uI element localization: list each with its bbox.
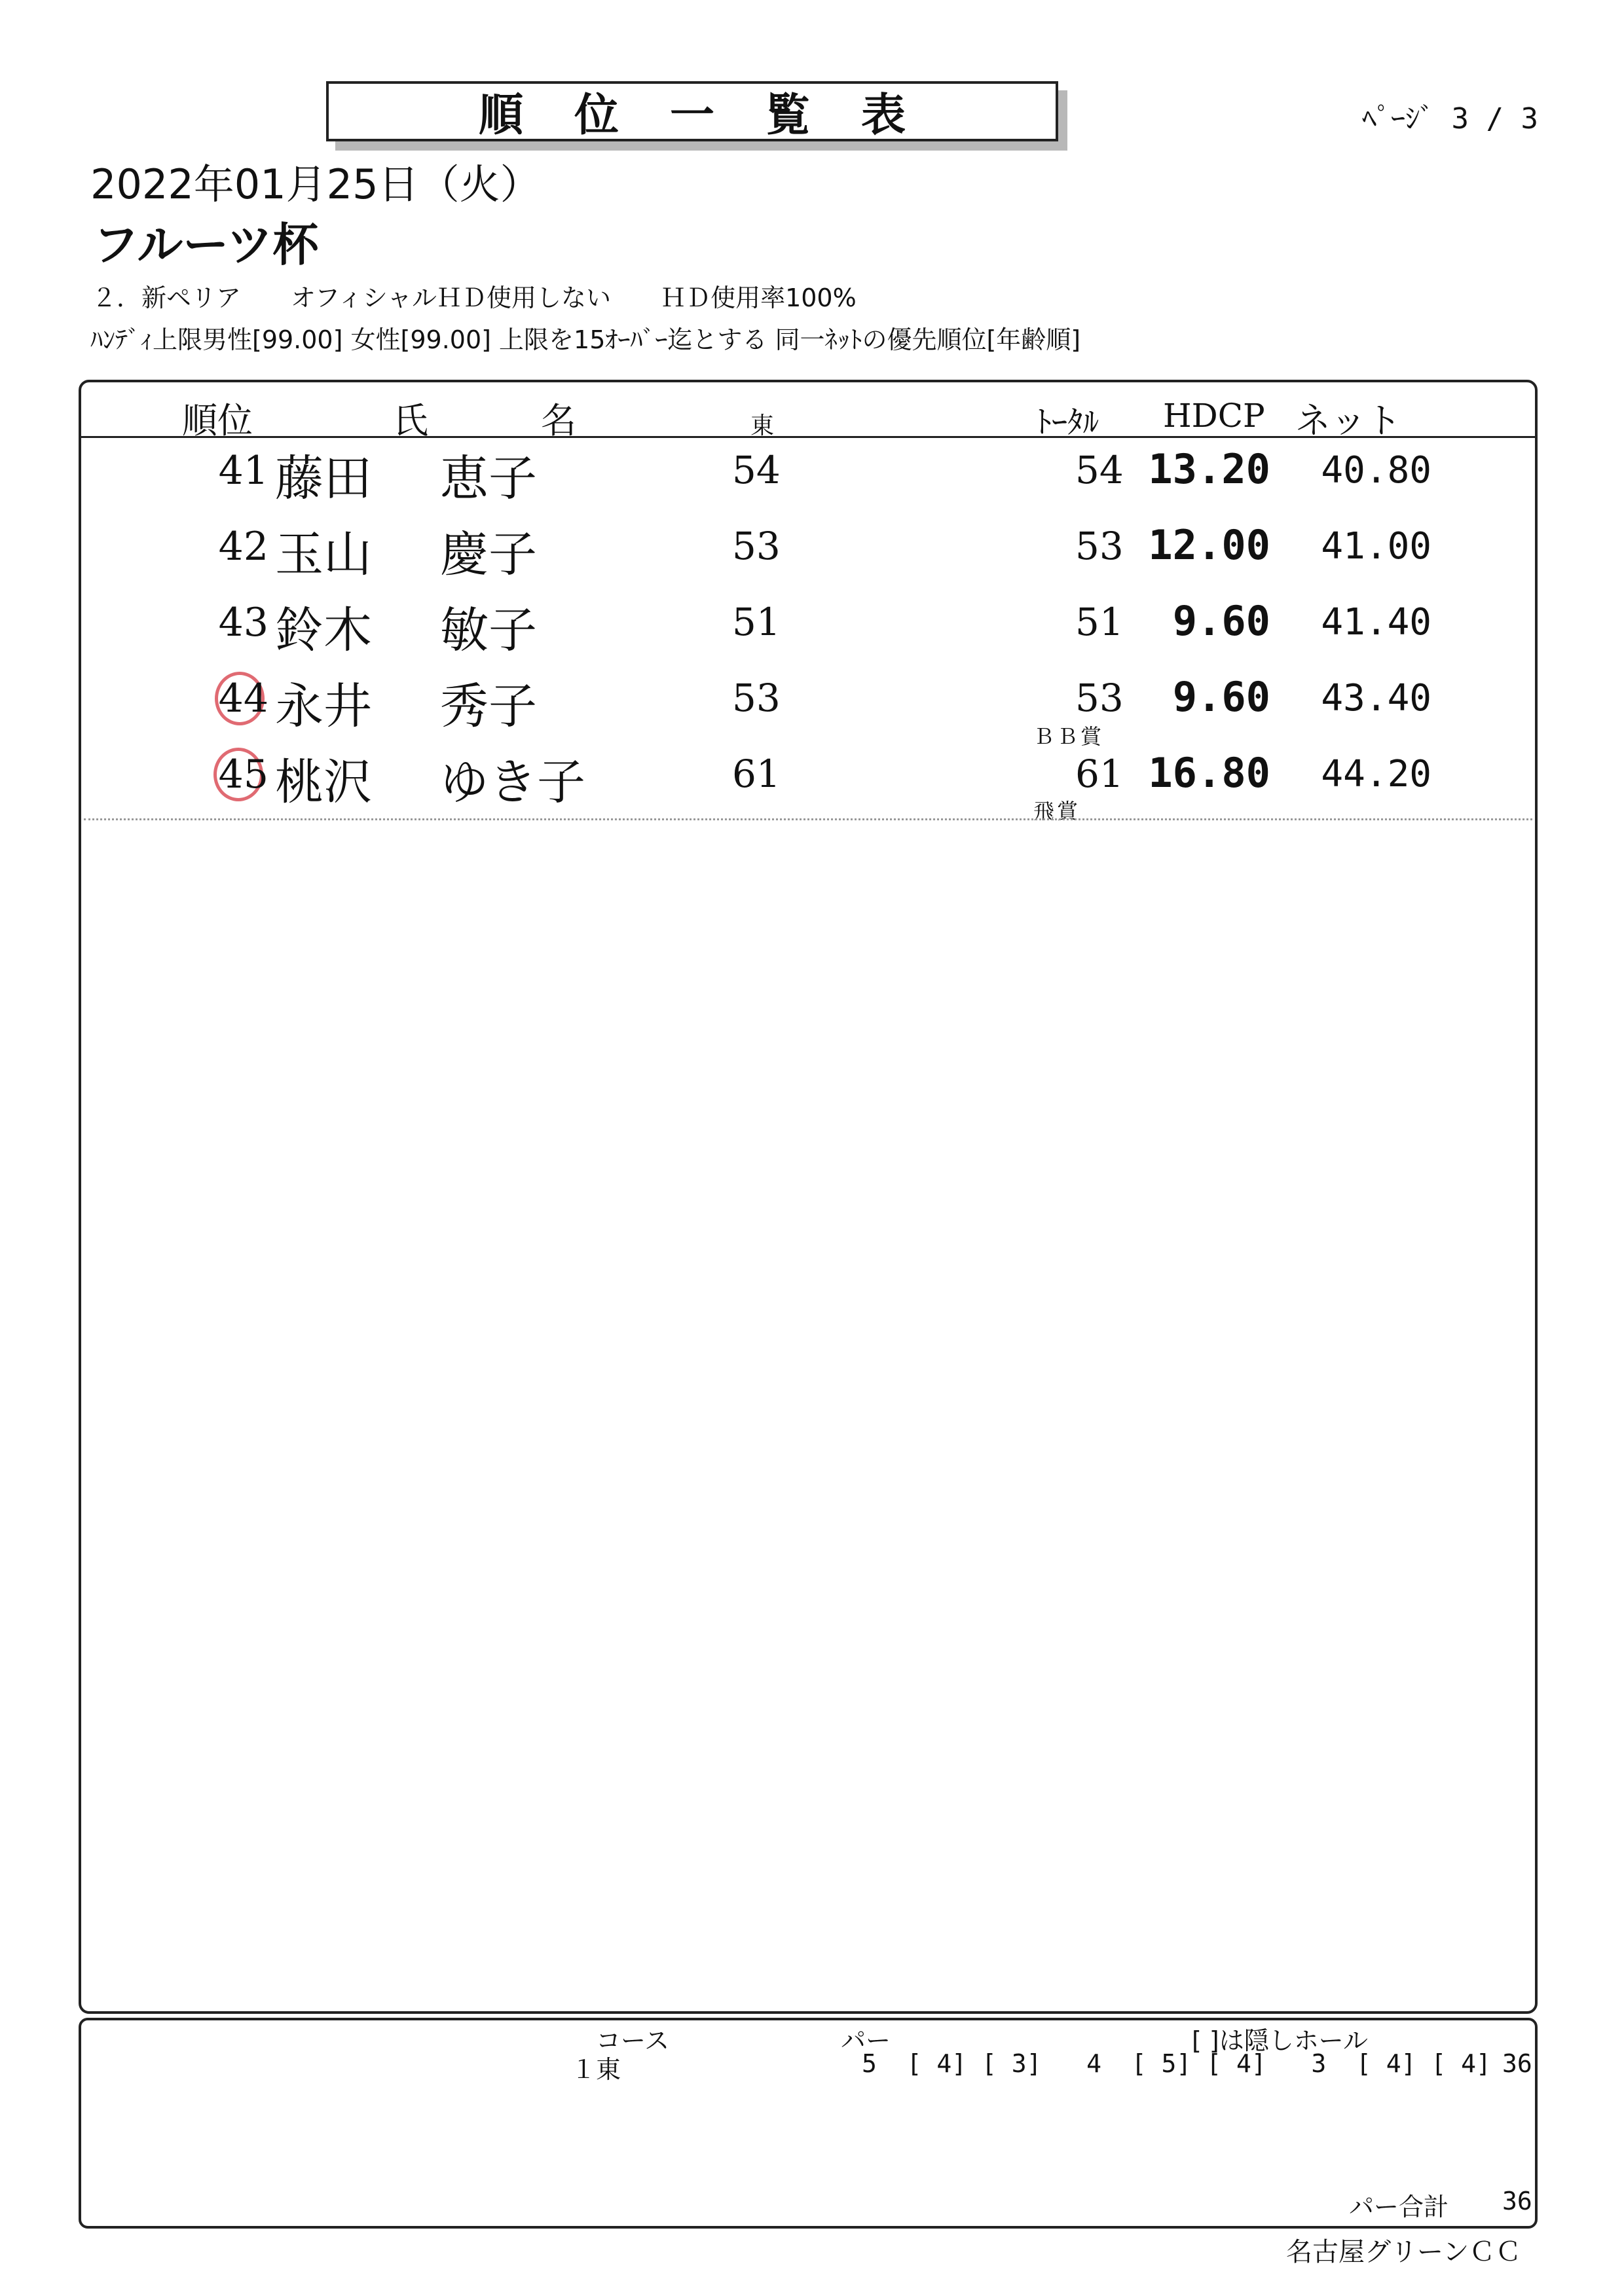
event-name: フルーツ杯	[93, 218, 319, 272]
column-header-hdcp: HDCP	[1163, 397, 1265, 435]
event-date: 2022年01月25日（火）	[90, 160, 541, 208]
column-header-east: 東	[750, 412, 775, 439]
column-header-surname: 氏	[393, 400, 428, 441]
row-east-score: 53	[732, 676, 781, 720]
row-east-score: 61	[732, 752, 781, 796]
course-name: １東	[571, 2055, 621, 2084]
row-rank: 42	[218, 524, 268, 570]
column-header-total: ﾄｰﾀﾙ	[1036, 404, 1099, 441]
column-header-given-name: 名	[541, 400, 576, 441]
row-total-score: 54	[1075, 448, 1124, 492]
row-east-score: 54	[732, 448, 781, 492]
row-surname: 玉山	[275, 526, 372, 583]
row-prize: ＢＢ賞	[1033, 724, 1105, 749]
title-box	[326, 81, 1058, 141]
row-given-name: 秀子	[440, 678, 537, 735]
row-net: 43.40	[1321, 677, 1431, 720]
row-net: 40.80	[1321, 449, 1431, 492]
row-given-name: ゆき子	[440, 754, 585, 811]
page-number: ﾍﾟｰｼﾞ 3 / 3	[1362, 102, 1538, 136]
table-end-divider	[84, 818, 1532, 820]
par-total: 36	[1502, 2187, 1532, 2215]
row-net: 44.20	[1321, 753, 1431, 795]
row-surname: 桃沢	[275, 754, 372, 811]
par-label: パー	[841, 2026, 891, 2055]
row-rank: 44	[218, 676, 268, 721]
club-name: 名古屋グリーンＣＣ	[1286, 2237, 1522, 2267]
row-hdcp: 16.80	[1148, 749, 1270, 797]
conditions-line-1: ２．新ペリア オフィシャルＨＤ使用しない ＨＤ使用率100%	[92, 283, 857, 312]
row-hdcp: 12.00	[1148, 521, 1270, 569]
row-rank: 43	[218, 600, 268, 646]
course-par-total: 36	[1502, 2049, 1532, 2078]
column-header-rank: 順位	[182, 400, 253, 441]
row-east-score: 53	[732, 524, 781, 568]
row-total-score: 51	[1075, 600, 1124, 644]
row-surname: 鈴木	[275, 602, 372, 659]
row-total-score: 53	[1075, 676, 1124, 720]
row-prize: 飛賞	[1033, 799, 1081, 824]
row-given-name: 慶子	[440, 526, 537, 583]
par-total-label: パー合計	[1349, 2193, 1449, 2221]
column-header-net: ネット	[1295, 400, 1401, 441]
row-hdcp: 9.60	[1172, 597, 1270, 645]
row-hdcp: 9.60	[1172, 673, 1270, 721]
row-total-score: 53	[1075, 524, 1124, 568]
hole-pars: 5 [ 4] [ 3] 4 [ 5] [ 4] 3 [ 4] [ 4]	[862, 2049, 1491, 2078]
row-rank: 45	[218, 752, 268, 797]
conditions-line-2: ﾊﾝﾃﾞｨ上限男性[99.00] 女性[99.00] 上限を15ｵｰﾊﾞｰ迄とする 同一ﾈｯﾄの優先順位[年齢順]	[90, 325, 1081, 354]
row-net: 41.00	[1321, 525, 1431, 568]
row-surname: 永井	[275, 678, 372, 735]
row-east-score: 51	[732, 600, 781, 644]
row-given-name: 敏子	[440, 602, 537, 659]
course-label: コース	[596, 2026, 670, 2055]
row-hdcp: 13.20	[1148, 445, 1270, 493]
page-title: 順位一覧表	[478, 89, 957, 141]
row-net: 41.40	[1321, 601, 1431, 644]
row-surname: 藤田	[275, 450, 372, 507]
row-total-score: 61	[1075, 752, 1124, 796]
hidden-hole-label: [ ]は隠しホール	[1192, 2026, 1368, 2055]
row-rank: 41	[218, 448, 268, 494]
row-given-name: 恵子	[440, 450, 537, 507]
